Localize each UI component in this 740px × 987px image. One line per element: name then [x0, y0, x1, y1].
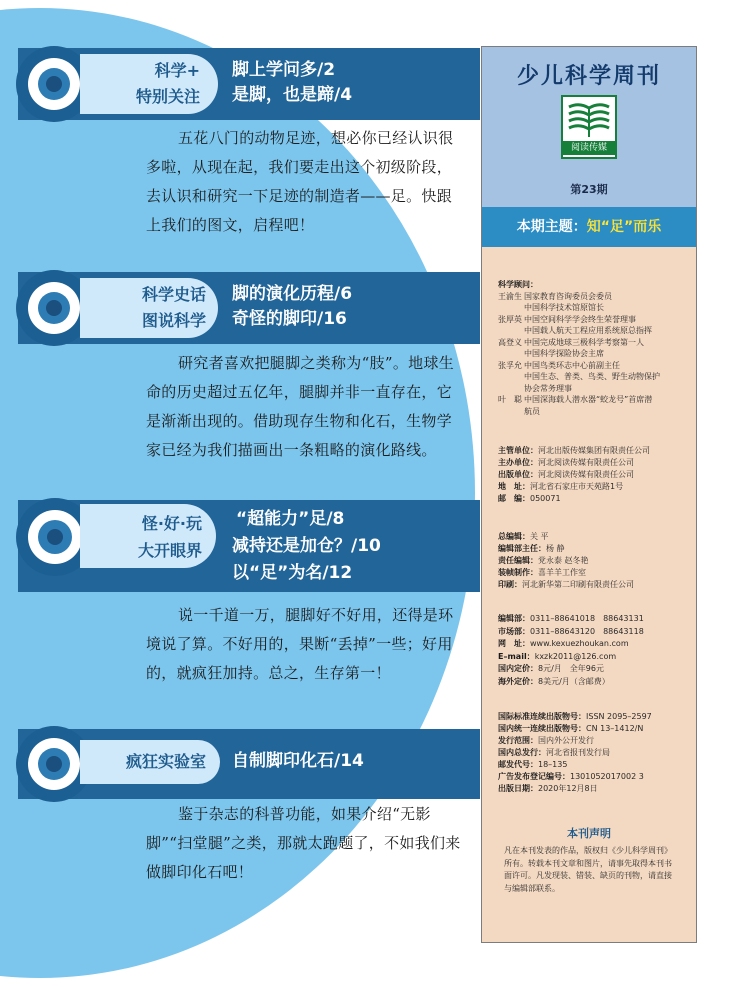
info-row — [498, 469, 690, 481]
info-row — [498, 626, 690, 639]
decor-ring — [46, 300, 62, 316]
info-value: 党永泰 赵冬艳 — [538, 556, 589, 565]
info-row — [498, 638, 690, 651]
info-row — [498, 663, 690, 676]
info-label: 主管单位： — [498, 446, 538, 455]
advisor-desc-line: 中国完成地球三极科学考察第一人 — [524, 337, 644, 347]
info-label: 出版单位： — [498, 470, 538, 479]
publisher-logo — [561, 95, 617, 159]
info-value: 河北出版传媒集团有限责任公司 — [538, 446, 650, 455]
info-row — [498, 555, 690, 567]
section-tag-line: 怪·好·玩 — [141, 514, 202, 533]
info-label: 发行范围： — [498, 736, 538, 745]
info-value: 河北省报刊发行局 — [546, 748, 610, 757]
advisor-desc-line: 国家教育咨询委员会委员 — [524, 291, 612, 301]
contact-list — [498, 613, 690, 688]
info-row — [498, 735, 690, 747]
info-row — [498, 579, 690, 591]
section-tag-line: 特别关注 — [135, 87, 200, 106]
info-label: 责任编辑： — [498, 556, 538, 565]
info-value: 0311–88641018 88643131 — [530, 614, 644, 623]
section-tag — [80, 54, 218, 114]
book-logo-icon — [563, 97, 615, 143]
section-tag-line: 科学+ — [154, 61, 200, 80]
advisor-row — [498, 337, 690, 360]
toc-entry[interactable]: 自制脚印化石/14 — [232, 751, 364, 771]
info-label: 装帧制作： — [498, 568, 538, 577]
section-tag — [80, 740, 220, 784]
info-label: 国内定价： — [498, 664, 538, 673]
info-value: 河北阅读传媒有限责任公司 — [538, 470, 634, 479]
toc-entry[interactable]: 脚的演化历程/6 — [232, 284, 353, 304]
advisor-desc — [524, 314, 690, 337]
info-label: 地 址： — [498, 482, 530, 491]
intro-text: 五花八门的动物足迹，想必你已经认识很多啦，从现在起，我们要走出这个初级阶段，去认识和研究一下足迹的制造者——足。快跟上我们的图文，启程吧！ — [146, 129, 454, 234]
intro-text: 鉴于杂志的科普功能，如果介绍“无影脚”“扫堂腿”之类，那就太跑题了，不如我们来做脚印化石吧！ — [146, 805, 461, 881]
info-label: 国内总发行： — [498, 748, 546, 757]
decor-ring — [46, 756, 62, 772]
section-tag-line: 图说科学 — [141, 311, 206, 330]
info-value: 8美元/月（含邮费） — [538, 676, 610, 686]
info-value: 关 平 — [530, 532, 549, 541]
advisor-desc-line: 中国载人航天工程应用系统原总指挥 — [524, 326, 652, 335]
advisor-name: 张孚允 — [498, 360, 522, 370]
info-label: 市场部： — [498, 626, 530, 636]
advisor-desc — [524, 360, 690, 395]
advisor-desc-line: 中国生态、普类、鸟类、野生动物保护 — [524, 372, 660, 381]
info-label: 海外定价： — [498, 676, 538, 686]
advisor-row — [498, 394, 690, 417]
advisor-desc-line: 航员 — [524, 406, 540, 416]
advisor-row — [498, 360, 690, 395]
info-label: 国际标准连续出版物号： — [498, 712, 586, 721]
info-label: 编辑部主任： — [498, 544, 546, 553]
section-tag-line: 科学史话 — [141, 285, 206, 304]
info-row — [498, 543, 690, 555]
section-tag-line: 疯狂实验室 — [125, 752, 206, 771]
info-value: 河北省石家庄市天苑路1号 — [530, 482, 624, 491]
publisher-list — [498, 445, 690, 505]
decor-ring — [47, 529, 63, 545]
info-row — [498, 567, 690, 579]
info-value: 国内外公开发行 — [538, 736, 594, 745]
section-tag-line: 大开眼界 — [137, 541, 202, 560]
advisor-row — [498, 291, 690, 314]
info-row — [498, 613, 690, 626]
toc-entry[interactable]: 以“足”为名/12 — [232, 563, 353, 583]
advisor-row — [498, 314, 690, 337]
info-row — [498, 493, 690, 505]
info-row — [498, 723, 690, 735]
info-value: CN 13–1412/N — [586, 724, 644, 733]
decor-ring — [46, 76, 62, 92]
advisors-label: 科学顾问： — [498, 280, 538, 289]
info-label: 邮发代号： — [498, 760, 538, 769]
info-label: 总编辑： — [498, 532, 530, 541]
info-row — [498, 676, 690, 689]
info-value: 河北新华第二印刷有限责任公司 — [522, 580, 634, 589]
logo-caption: 阅读传媒 — [563, 141, 615, 155]
info-row — [498, 651, 690, 664]
advisor-desc-line: 协会常务理事 — [524, 383, 572, 393]
masthead — [482, 47, 696, 207]
info-row — [498, 457, 690, 469]
section-1-titles — [232, 58, 352, 108]
info-label: 邮 编： — [498, 494, 530, 503]
advisor-name: 王渝生 — [498, 291, 522, 301]
section-3-intro — [146, 601, 462, 688]
advisor-name: 张厚英 — [498, 314, 522, 324]
notice-text: 凡在本刊发表的作品，版权归《少儿科学周刊》所有。转载本刊文章和图片，请事先取得本刊书面许可。凡发现装、错装、缺页的刊物，请直接与编辑部联系。 — [504, 846, 672, 893]
info-value: www.kexuezhoukan.com — [530, 639, 629, 648]
info-value: 杨 静 — [546, 544, 565, 553]
registration-info — [498, 711, 690, 795]
info-label: 编辑部： — [498, 614, 530, 623]
info-label: 网 址： — [498, 639, 530, 648]
toc-entry[interactable]: 减持还是加仓？/10 — [232, 536, 381, 556]
publisher-info — [498, 445, 690, 505]
magazine-title: 少儿科学周刊 — [516, 64, 661, 89]
advisor-name: 高登义 — [498, 337, 522, 347]
section-2-intro — [146, 349, 462, 465]
info-row — [498, 759, 690, 771]
toc-entry[interactable]: 奇怪的脚印/16 — [232, 309, 347, 329]
info-row — [498, 747, 690, 759]
advisor-desc — [524, 337, 690, 360]
intro-text: 说一千道一万，腿脚好不好用，还得是环境说了算。不好用的，果断“丢掉”一些；好用的，就疯狂加持。总之，生存第一！ — [146, 606, 454, 682]
info-row — [498, 445, 690, 457]
section-1-intro — [146, 124, 462, 240]
registration-list — [498, 711, 690, 795]
info-label: 印刷： — [498, 580, 522, 589]
staff-info — [498, 531, 690, 591]
info-row — [498, 531, 690, 543]
theme-highlight: 知“足”而乐 — [586, 219, 662, 235]
section-tag — [80, 504, 216, 568]
info-value: 喜羊羊工作室 — [538, 568, 586, 577]
issue-theme — [482, 207, 696, 247]
masthead-panel — [481, 46, 697, 943]
info-label: E–mail： — [498, 651, 535, 661]
info-value: 050071 — [530, 494, 561, 503]
info-value: ISSN 2095–2597 — [586, 712, 652, 721]
section-4-intro — [146, 800, 462, 887]
staff-list — [498, 531, 690, 591]
section-3-titles — [232, 506, 381, 587]
advisor-desc-line: 中国科学探险协会主席 — [524, 349, 604, 358]
info-label: 国内统一连续出版物号： — [498, 724, 586, 733]
info-row — [498, 711, 690, 723]
section-tag — [80, 278, 218, 338]
intro-text: 研究者喜欢把腿脚之类称为“肢”。地球生命的历史超过五亿年，腿脚并非一直存在，它是渐渐出现的。借助现存生物和化石，生物学家已经为我们描画出一条粗略的演化路线。 — [146, 354, 455, 459]
advisor-desc-line: 中国鸟类环志中心前副主任 — [524, 360, 620, 370]
advisor-desc-line: 中国科学技术馆原馆长 — [524, 303, 604, 312]
section-4-titles — [232, 749, 364, 774]
info-value: 18–135 — [538, 760, 568, 769]
info-value: 河北阅读传媒有限责任公司 — [538, 458, 634, 467]
advisor-list — [498, 291, 690, 418]
advisor-desc-line: 中国空间科学学会终生荣誉理事 — [524, 314, 636, 324]
toc-entry[interactable]: 是脚，也是蹄/4 — [232, 85, 353, 105]
info-label: 广告发布登记编号： — [498, 772, 570, 781]
advisor-desc-line: 中国深海载人潜水器“蛟龙号”首席潜 — [524, 395, 653, 404]
info-label: 出版日期： — [498, 784, 538, 793]
info-row — [498, 783, 690, 795]
theme-prefix: 本期主题： — [516, 219, 587, 235]
info-value: 0311–88643120 88643118 — [530, 626, 644, 636]
contact-info — [498, 613, 690, 688]
advisors-block — [498, 279, 690, 417]
toc-entry[interactable]: 脚上学问多/2 — [232, 60, 336, 80]
info-value: 1301052017002 3 — [570, 772, 644, 781]
info-value: 2020年12月8日 — [538, 784, 598, 793]
notice-title: 本刊声明 — [567, 827, 611, 840]
info-value: 8元/月 全年96元 — [538, 664, 604, 673]
advisor-name: 叶 聪 — [498, 395, 522, 404]
issue-number: 第23期 — [570, 183, 608, 196]
toc-entry[interactable]: “超能力”足/8 — [236, 509, 345, 529]
info-label: 主办单位： — [498, 458, 538, 467]
info-value: kxzk2011@126.com — [534, 651, 617, 661]
info-row — [498, 481, 690, 493]
info-row — [498, 771, 690, 783]
advisor-desc — [524, 394, 690, 417]
section-2-titles — [232, 282, 352, 332]
advisor-desc — [524, 291, 690, 314]
